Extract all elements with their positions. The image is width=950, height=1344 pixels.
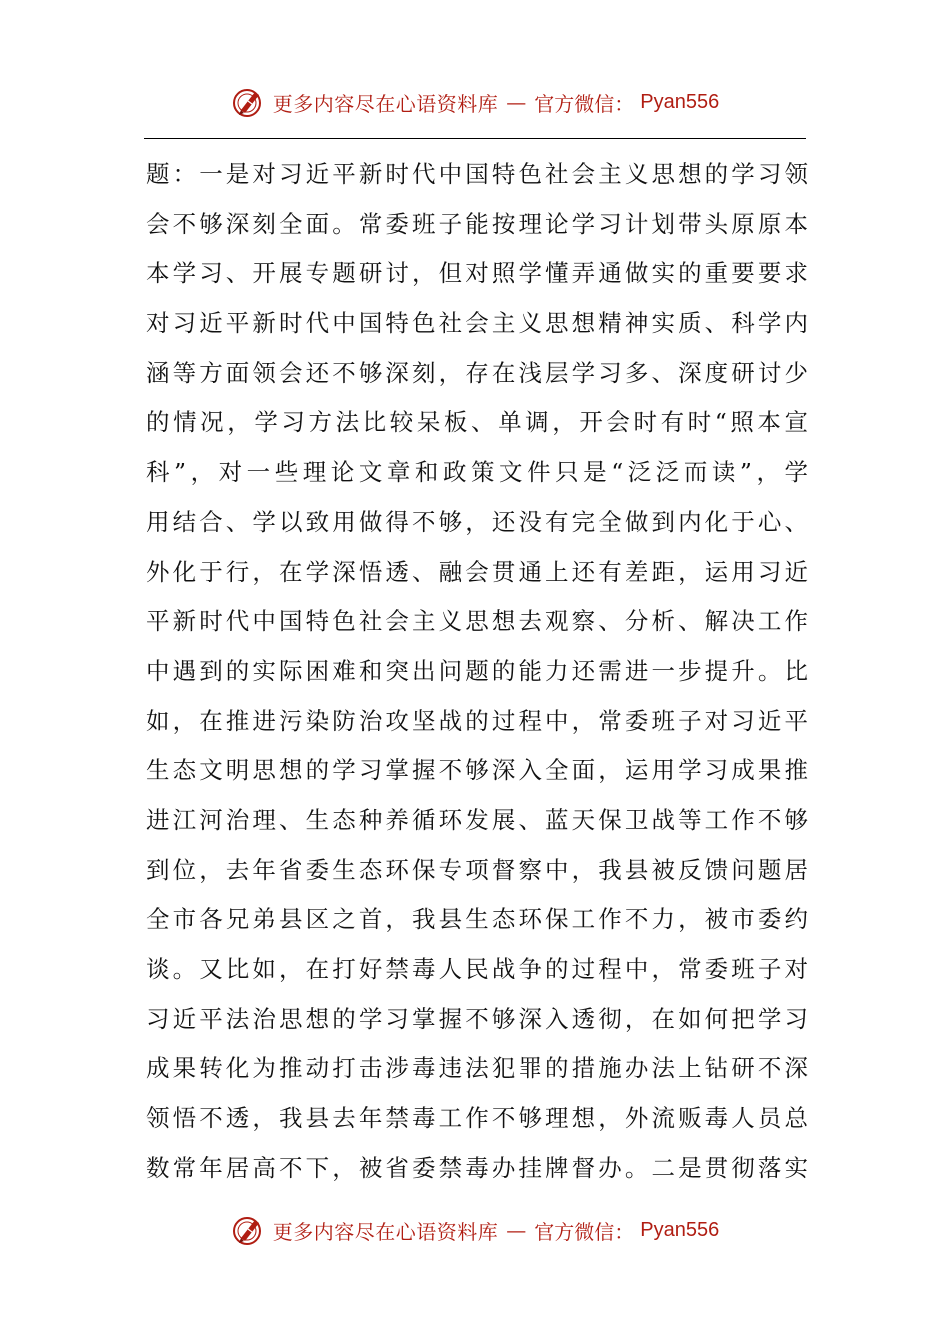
header-wechat-id: Pyan556 [640,90,720,113]
body-line: 用结合、学以致用做得不够，还没有完全做到内化于心、 [146,507,808,536]
body-line: 如，在推进污染防治攻坚战的过程中，常委班子对习近平 [146,706,808,735]
footer-wechat-label: 官方微信： [534,1219,635,1244]
header-wechat-label: 官方微信： [534,91,635,116]
body-line: 平新时代中国特色社会主义思想去观察、分析、解决工作 [146,607,808,636]
footer-banner-separator: — [506,1218,527,1242]
pen-nib-seal-icon [231,84,267,120]
body-line: 谈。又比如，在打好禁毒人民战争的过程中，常委班子对 [146,955,808,983]
body-text [146,150,808,1193]
body-line: 题：一是对习近平新时代中国特色社会主义思想的学习领 [146,160,808,188]
body-line: 到位，去年省委生态环保专项督察中，我县被反馈问题居 [146,855,808,884]
body-line: 涵等方面领会还不够深刻，存在浅层学习多、深度研讨少 [146,358,808,387]
footer-banner-text: 更多内容尽在心语资料库 [272,1219,499,1244]
header-banner-text: 更多内容尽在心语资料库 [272,91,499,116]
pen-nib-seal-icon [231,1212,267,1248]
footer-wechat-id: Pyan556 [640,1218,720,1241]
body-line: 习近平法治思想的学习掌握不够深入透彻，在如何把学习 [146,1004,808,1033]
footer-banner [0,1210,950,1250]
body-line: 对习近平新时代中国特色社会主义思想精神实质、科学内 [146,309,808,338]
header-banner [0,82,950,122]
body-line: 进江河治理、生态种养循环发展、蓝天保卫战等工作不够 [146,805,808,834]
body-line: 会不够深刻全面。常委班子能按理论学习计划带头原原本 [146,209,808,238]
header-divider [144,138,806,139]
body-line: 本学习、开展专题研讨，但对照学懂弄通做实的重要要求 [146,259,808,288]
body-line: 成果转化为推动打击涉毒违法犯罪的措施办法上钻研不深 [146,1054,808,1083]
header-banner-separator: — [506,90,527,114]
body-line: 的情况，学习方法比较呆板、单调，开会时有时“照本宣 [146,408,808,437]
body-line: 领悟不透，我县去年禁毒工作不够理想，外流贩毒人员总 [146,1104,808,1133]
body-line: 外化于行，在学深悟透、融会贯通上还有差距，运用习近 [146,557,808,586]
body-line: 数常年居高不下，被省委禁毒办挂牌督办。二是贯彻落实 [146,1153,808,1182]
body-line: 中遇到的实际困难和突出问题的能力还需进一步提升。比 [146,656,808,685]
body-line: 生态文明思想的学习掌握不够深入全面，运用学习成果推 [146,756,808,785]
body-line: 全市各兄弟县区之首，我县生态环保工作不力，被市委约 [146,905,808,934]
body-line: 科”，对一些理论文章和政策文件只是“泛泛而读”，学 [146,458,808,487]
